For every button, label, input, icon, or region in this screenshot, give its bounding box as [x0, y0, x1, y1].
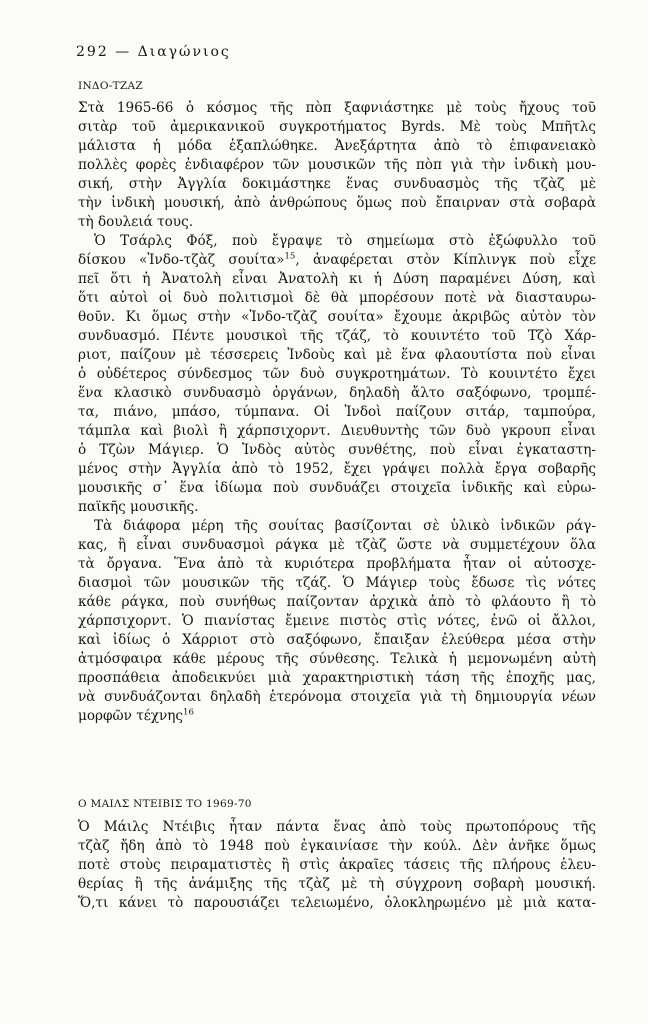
- text-fragment: δίσκου «Ἰνδο-τζὰζ σουίτα»: [78, 252, 285, 268]
- text-line: τὴ δουλειά τους.: [78, 214, 194, 230]
- text-line: συνδυασμό. Πέντε μουσικοὶ τῆς τζάζ, τὸ κουιντέτο τοῦ Τζὸ Χάρ-: [78, 328, 596, 344]
- text-line: ἕνα κλασικὸ συνδυασμὸ ὀργάνων, δηλαδὴ ἄλτο σαξόφωνο, τρομπέ-: [78, 385, 596, 401]
- text-line: παϊκῆς μουσικῆς.: [78, 499, 199, 515]
- section-heading-miles-davis: Ο ΜΑΙΛΣ ΝΤΕΙΒΙΣ ΤΟ 1969-70: [78, 798, 252, 810]
- footnote-ref-16: 16: [183, 707, 194, 718]
- text-line: νὰ συνδυάζονται δηλαδὴ ἑτερόνομα στοιχεῖα γιὰ τὴ δημιουργία νέων: [78, 689, 596, 705]
- text-line: Ὅ,τι κάνει τὸ παρουσιάζει τελειωμένο, ὁλοκληρωμένο μὲ μιὰ κατα-: [78, 895, 596, 911]
- text-line: ὅτι αὐτοὶ οἱ δυὸ πολιτισμοὶ δὲ θὰ μπορέσουν ποτὲ νὰ διασταυρω-: [78, 290, 596, 306]
- text-line: μουσικῆς σ᾿ ἕνα ἰδίωμα ποὺ συνδυάζει στοιχεῖα ἰνδικῆς καὶ εὐρω-: [78, 480, 596, 496]
- text-line: πολλὲς φορὲς ἐνδιαφέρον τῶν μουσικῶν τῆς πὸπ γιὰ τὴν ἰνδικὴ μου-: [78, 157, 596, 173]
- text-line: τὴν ἰνδικὴ μουσική, ἀπὸ ἀνθρώπους ὅμως ποὺ ἔπαιρναν στὰ σοβαρὰ: [78, 195, 596, 211]
- running-head: 292 — Διαγώνιος: [76, 44, 231, 60]
- text-line: πεῖ ὅτι ἡ Ἀνατολὴ εἶναι Ἀνατολὴ κι ἡ Δύση παραμένει Δύση, καὶ: [78, 271, 596, 287]
- text-line: κας, ἢ εἶναι συνδυασμοὶ ράγκα μὲ τζὰζ ὥστε νὰ συμμετέχουν ὅλα: [78, 537, 596, 553]
- text-fragment: , ἀναφέρεται στὸν Κίπλινγκ ποὺ εἶχε: [295, 252, 596, 268]
- text-line: τζὰζ ἤδη ἀπὸ τὸ 1948 ποὺ ἐγκαινίασε τὴν κούλ. Δὲν ἀνῆκε ὅμως: [78, 838, 596, 854]
- text-line: τὰ ὄργανα. Ἕνα ἀπὸ τὰ κυριότερα προβλήματα ἦταν οἱ αὐτοσχε-: [78, 556, 596, 572]
- text-line: προσπάθεια ἀποδεικνύει μιὰ χαρακτηριστικὴ τάση τῆς ἐποχῆς μας,: [78, 670, 596, 686]
- section-body-indo-jazz: [78, 99, 596, 726]
- text-line: Ὁ Μάιλς Ντέιβις ἦταν πάντα ἕνας ἀπὸ τοὺς πρωτοπόρους τῆς: [78, 819, 596, 835]
- section-body-miles-davis: [78, 818, 596, 913]
- text-fragment: μορφῶν τέχνης: [78, 708, 184, 724]
- text-line: ἀτμόσφαιρα κάθε μέρους τῆς σύνθεσης. Τελικὰ ἡ μεμονωμένη αὐτὴ: [78, 651, 596, 667]
- text-line: Στὰ 1965-66 ὁ κόσμος τῆς πὸπ ξαφνιάστηκε μὲ τοὺς ἤχους τοῦ: [78, 100, 596, 116]
- text-line: καὶ ἰδίως ὁ Χάρριοτ στὸ σαξόφωνο, ἔπαιξαν ἐλεύθερα μέσα στὴν: [78, 632, 596, 648]
- text-line: ὁ οὐδέτερος σύνδεσμος τῶν δυὸ συγκροτημάτων. Τὸ κουιντέτο ἔχει: [78, 366, 596, 382]
- text-line: τάμπλα καὶ βιολὶ ἢ χάρπσιχορντ. Διευθυντὴς τῶν δυὸ γκρουπ εἶναι: [78, 423, 596, 439]
- text-line: τα, πιάνο, μπάσο, τύμπανα. Οἱ Ἰνδοὶ παίζουν σιτάρ, ταμπούρα,: [78, 404, 596, 420]
- text-line: διασμοὶ τῶν μουσικῶν τῆς τζάζ. Ὁ Μάγιερ τοὺς ἔδωσε τὶς νότες: [78, 575, 596, 591]
- text-line: σιτὰρ τοῦ ἀμερικανικοῦ συγκροτήματος Byrds. Μὲ τοὺς Μπῆτλς: [78, 119, 596, 135]
- text-line: ριοτ, παίζουν μὲ τέσσερεις Ἰνδοὺς καὶ μὲ ἕνα φλαουτίστα ποὺ εἶναι: [78, 347, 596, 363]
- text-line: μάλιστα ἡ μόδα ἐξαπλώθηκε. Ἀνεξάρτητα ἀπὸ τὸ ἐπιφανειακὸ: [78, 138, 596, 154]
- text-line: θοῦν. Κι ὅμως στὴν «Ἰνδο-τζὰζ σουίτα» ἔχουμε ἀκριβῶς αὐτὸν τὸν: [78, 309, 596, 325]
- text-line: θερίας ἢ τῆς ἀνάμιξης τῆς τζὰζ μὲ τὴ σύγχρονη σοβαρὴ μουσική.: [78, 876, 596, 892]
- text-line: ὁ Τζὼν Μάγιερ. Ὁ Ἰνδὸς αὐτὸς συνθέτης, ποὺ εἶναι ἐγκαταστη-: [78, 442, 596, 458]
- text-line: κάθε ράγκα, ποὺ συνήθως παίζονταν ἀρχικὰ ἀπὸ τὸ φλάουτο ἢ τὸ: [78, 594, 596, 610]
- text-line: μένος στὴν Ἀγγλία ἀπὸ τὸ 1952, ἔχει γράψει πολλὰ ἔργα σοβαρῆς: [78, 461, 596, 477]
- text-line: Ὁ Τσάρλς Φόξ, ποὺ ἔγραψε τὸ σημείωμα στὸ ἐξώφυλλο τοῦ: [94, 233, 596, 249]
- text-line: σική, στὴν Ἀγγλία δοκιμάστηκε ἕνας συνδυασμὸς τῆς τζὰζ μὲ: [78, 176, 596, 192]
- text-line-with-footnote: [78, 251, 596, 270]
- section-heading-indo-jazz: ΙΝΔΟ-ΤΖΑΖ: [78, 80, 143, 92]
- text-line: Τὰ διάφορα μέρη τῆς σουίτας βασίζονται σὲ ὑλικὸ ἰνδικῶν ράγ-: [94, 518, 596, 534]
- footnote-ref-15: 15: [284, 251, 296, 262]
- text-line: χάρπσιχορντ. Ὁ πιανίστας ἔμεινε πιστὸς στὶς νότες, ἐνῶ οἱ ἄλλοι,: [78, 613, 596, 629]
- text-line-with-footnote: [78, 707, 596, 726]
- text-line: ποτὲ στοὺς πειραματιστὲς ἢ στὶς ἀκραῖες τάσεις τῆς πλήρους ἐλευ-: [78, 857, 596, 873]
